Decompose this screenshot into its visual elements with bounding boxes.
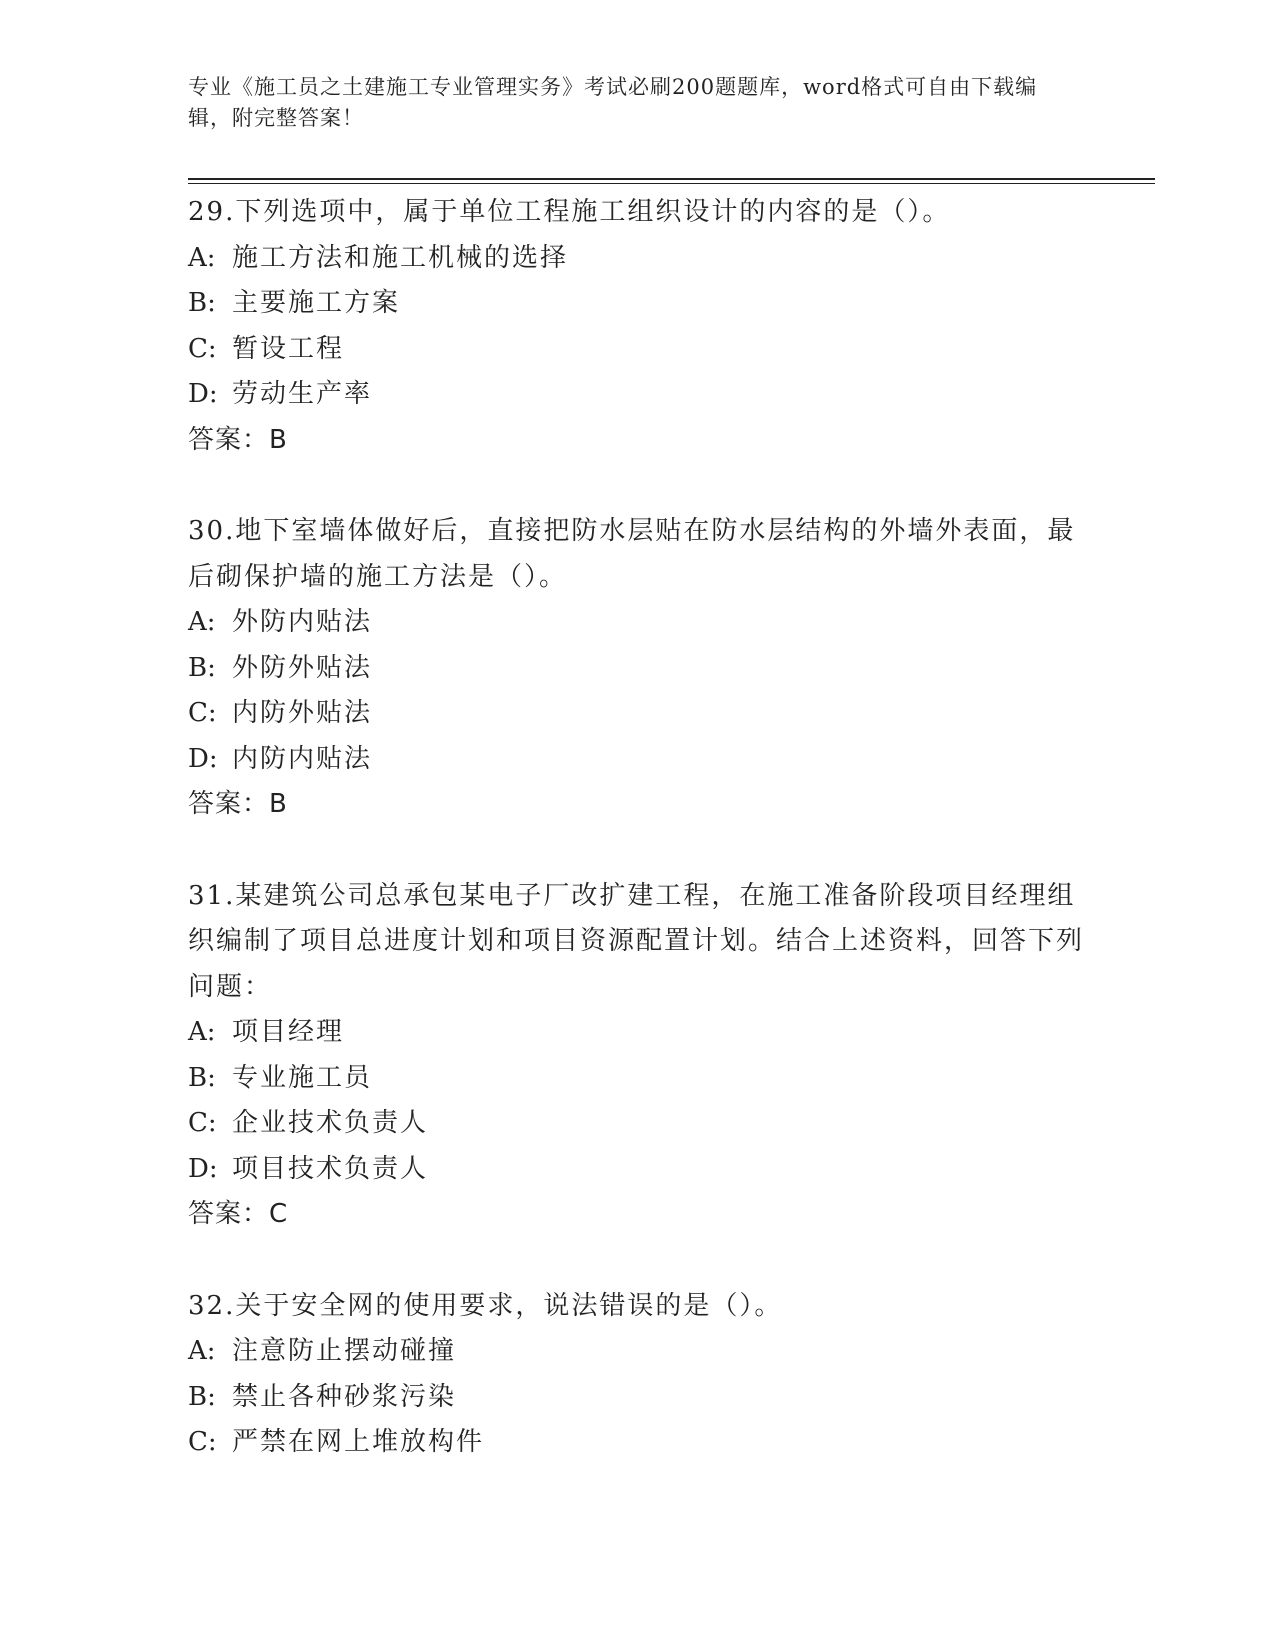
answer-line: 答案：B bbox=[188, 789, 288, 819]
option-a bbox=[188, 1010, 1088, 1056]
question-31 bbox=[188, 874, 1088, 1238]
option-text: 外防内贴法 bbox=[232, 607, 373, 637]
option-b bbox=[188, 646, 1088, 692]
option-a bbox=[188, 236, 1088, 282]
option-c bbox=[188, 327, 1088, 373]
answer-line: 答案：C bbox=[188, 1199, 289, 1229]
option-text: 专业施工员 bbox=[232, 1062, 373, 1093]
option-text: 项目经理 bbox=[232, 1017, 345, 1047]
option-text: 主要施工方案 bbox=[232, 288, 401, 318]
option-letter: A: bbox=[188, 242, 216, 273]
option-a bbox=[188, 600, 1088, 646]
header-divider-thin bbox=[188, 183, 1155, 184]
option-letter: A: bbox=[188, 1017, 216, 1047]
option-text: 内防内贴法 bbox=[232, 743, 373, 774]
option-text: 暂设工程 bbox=[232, 333, 345, 364]
option-d bbox=[188, 1147, 1088, 1193]
option-d bbox=[188, 737, 1088, 783]
option-letter: B: bbox=[188, 1062, 216, 1093]
option-text: 禁止各种砂浆污染 bbox=[232, 1381, 457, 1412]
option-letter: C: bbox=[188, 698, 217, 728]
option-d bbox=[188, 372, 1088, 418]
option-text: 外防外贴法 bbox=[232, 652, 373, 683]
option-c bbox=[188, 691, 1088, 737]
option-letter: A: bbox=[188, 607, 216, 637]
header-divider-thick bbox=[188, 178, 1155, 180]
question-text: 29.下列选项中，属于单位工程施工组织设计的内容的是（）。 bbox=[188, 197, 951, 227]
option-letter: A: bbox=[188, 1336, 216, 1366]
option-text: 劳动生产率 bbox=[232, 379, 373, 409]
option-text: 施工方法和施工机械的选择 bbox=[232, 242, 569, 273]
question-text: 32.关于安全网的使用要求，说法错误的是（）。 bbox=[188, 1290, 783, 1321]
option-letter: D: bbox=[188, 379, 218, 409]
answer-line: 答案：B bbox=[188, 424, 288, 455]
option-text: 企业技术负责人 bbox=[232, 1108, 429, 1138]
option-letter: B: bbox=[188, 1381, 216, 1412]
option-text: 注意防止摆动碰撞 bbox=[232, 1336, 457, 1366]
option-c bbox=[188, 1101, 1088, 1147]
option-text: 严禁在网上堆放构件 bbox=[232, 1427, 485, 1457]
option-text: 内防外贴法 bbox=[232, 698, 373, 728]
document-intro: 专业《施工员之土建施工专业管理实务》考试必刷200题题库，word格式可自由下载编辑，附完整答案！ bbox=[188, 75, 1038, 130]
option-letter: D: bbox=[188, 743, 218, 774]
question-text: 30.地下室墙体做好后，直接把防水层贴在防水层结构的外墙外表面，最后砌保护墙的施工方法是（）。 bbox=[188, 516, 1076, 592]
option-letter: B: bbox=[188, 652, 216, 683]
option-text: 项目技术负责人 bbox=[232, 1153, 429, 1184]
option-c bbox=[188, 1420, 1088, 1466]
option-letter: C: bbox=[188, 1427, 217, 1457]
option-letter: C: bbox=[188, 333, 217, 364]
option-a bbox=[188, 1329, 1088, 1375]
option-letter: B: bbox=[188, 288, 216, 318]
option-b bbox=[188, 281, 1088, 327]
option-letter: C: bbox=[188, 1108, 217, 1138]
question-text: 31.某建筑公司总承包某电子厂改扩建工程，在施工准备阶段项目经理组织编制了项目总进度计划和项目资源配置计划。结合上述资料，回答下列问题： bbox=[188, 880, 1085, 1002]
option-b bbox=[188, 1056, 1088, 1102]
question-30 bbox=[188, 509, 1088, 828]
question-list bbox=[188, 190, 1088, 1512]
question-29 bbox=[188, 190, 1088, 463]
option-b bbox=[188, 1375, 1088, 1421]
question-32 bbox=[188, 1284, 1088, 1466]
option-letter: D: bbox=[188, 1153, 218, 1184]
